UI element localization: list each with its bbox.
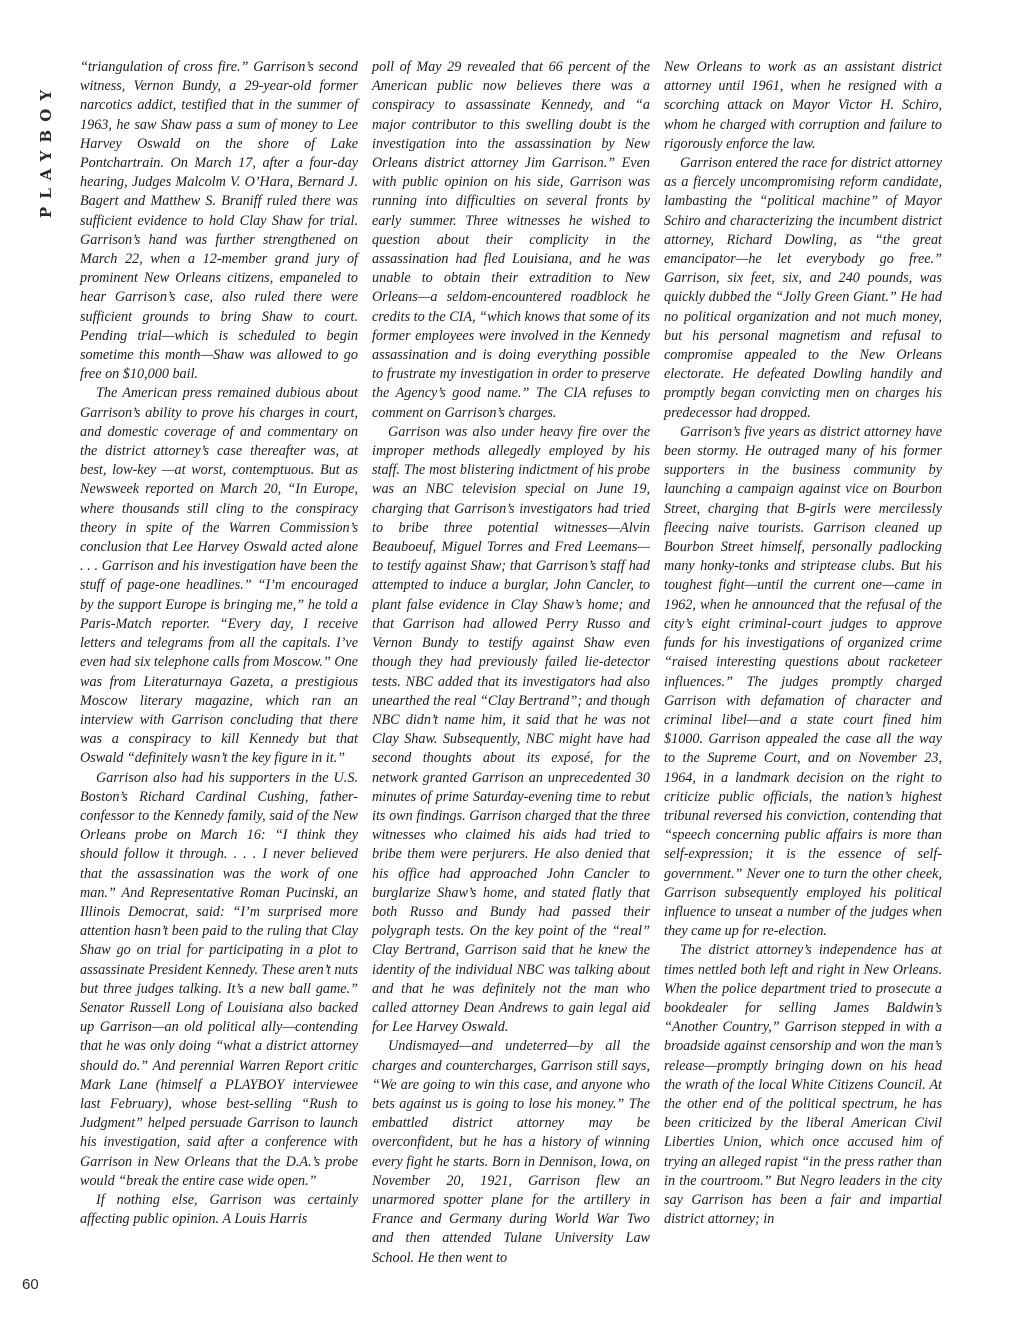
magazine-masthead bbox=[33, 60, 59, 240]
article-column-2 bbox=[372, 58, 650, 1268]
article-column-1 bbox=[80, 58, 358, 1229]
page-number: 60 bbox=[22, 1276, 39, 1293]
paragraph: Garrison entered the race for district attorney as a fiercely uncompromising reform candidate, lambasting the “political machine” of Mayor Schiro and characterizing the incumbent district attorney, Richard Dowling, as “the great emancipator—he let everybody go free.” Garrison, six feet, six, and 240 pounds, was quickly dubbed the “Jolly Green Giant.” He had no political organization and not much money, but his personal magnetism and refusal to compromise appealed to the New Orleans electorate. He defeated Dowling handily and promptly began convicting men on charges his predecessor had dropped. bbox=[664, 155, 942, 421]
paragraph: New Orleans to work as an assistant district attorney until 1961, when he resigned with a scorching attack on Mayor Victor H. Schiro, whom he charged with corruption and failure to rigorously enforce the law. bbox=[664, 59, 942, 152]
paragraph: Undismayed—and undeterred—by all the charges and countercharges, Garrison still says, “We are going to win this case, and anyone who bets against us is going to lose his money.” The embattled district attorney may be overconfident, but he has a history of winning every fight he starts. Born in Dennison, Iowa, on November 20, 1921, Garrison flew an unarmored spotter plane for the artillery in France and Germany during World War Two and then attended Tulane University Law School. He then went to bbox=[372, 1038, 650, 1266]
article-column-3 bbox=[664, 58, 942, 1229]
paragraph: The district attorney’s independence has at times nettled both left and right in New Orleans. When the police department tried to prosecute a bookdealer for selling James Baldwin’s “Another Country,” Garrison stepped in with a broadside against censorship and won the man’s release—promptly bringing down on his head the wrath of the local White Citizens Council. At the other end of the political spectrum, he has been criticized by the liberal American Civil Liberties Union, which once accused him of trying an alleged rapist “in the press rather than in the courtroom.” But Negro leaders in the city say Garrison has been a fair and impartial district attorney; in bbox=[664, 942, 942, 1228]
paragraph: Garrison also had his supporters in the U.S. Boston’s Richard Cardinal Cushing, father-confessor to the Kennedy family, said of the New Orleans probe on March 16: “I think they should follow it through. . . . I never believed that the assassination was the work of one man.” And Representative Roman Pucinski, an Illinois Democrat, said: “I’m surprised more attention hasn’t been paid to the ruling that Clay Shaw go on trial for participating in a plot to assassinate President Kennedy. These aren’t nuts but three judges talking. It’s a new ball game.” Senator Russell Long of Louisiana also backed up Garrison—an old political ally—contending that he was only doing “what a district attorney should do.” And perennial Warren Report critic Mark Lane (himself a PLAYBOY interviewee last February), whose best-selling “Rush to Judgment” helped persuade Garrison to launch his investigation, said after a conference with Garrison in New Orleans that the D.A.’s probe would “break the entire case wide open.” bbox=[80, 769, 358, 1189]
paragraph: “triangulation of cross fire.” Garrison’s second witness, Vernon Bundy, a 29-year-old former narcotics addict, testified that in the summer of 1963, he saw Shaw pass a sum of money to Lee Harvey Oswald on the shore of Lake Pontchartrain. On March 17, after a four-day hearing, Judges Malcolm V. O’Hara, Bernard J. Bagert and Matthew S. Braniff ruled there was sufficient evidence to hold Clay Shaw for trial. Garrison’s hand was further strengthened on March 22, when a 12-member grand jury of prominent New Orleans citizens, empaneled to hear Garrison’s case, also ruled there were sufficient grounds to bring Shaw to court. Pending trial—which is scheduled to begin sometime this month—Shaw was allowed to go free on $10,000 bail. bbox=[80, 59, 358, 383]
masthead-text: PLAYBOY bbox=[37, 81, 55, 219]
paragraph: If nothing else, Garrison was certainly affecting public opinion. A Louis Harris bbox=[80, 1191, 358, 1228]
paragraph: The American press remained dubious about Garrison’s ability to prove his charges in court, and domestic coverage of and commentary on the district attorney’s case thereafter was, at best, low-key —at worst, contemptuous. But as Newsweek reported on March 20, “In Europe, where thousands still cling to the conspiracy theory in spite of the Warren Commission’s conclusion that Lee Harvey Oswald acted alone . . . Garrison and his investigation have been the stuff of page-one headlines.” “I’m encouraged by the support Europe is bringing me,” he told a Paris-Match reporter. “Every day, I receive letters and telegrams from all the capitals. I’ve even had six telephone calls from Moscow.” One was from Literaturnaya Gazeta, a prestigious Moscow literary magazine, which ran an interview with Garrison concluding that there was a conspiracy to kill Kennedy but that Oswald “definitely wasn’t the key figure in it.” bbox=[80, 385, 358, 767]
paragraph: Garrison’s five years as district attorney have been stormy. He outraged many of his former supporters in the business community by launching a campaign against vice on Bourbon Street, charging that B-girls were mercilessly fleecing naive tourists. Garrison cleaned up Bourbon Street himself, personally padlocking many honky-tonks and striptease clubs. But his toughest fight—until the current one—came in 1962, when he announced that the refusal of the city’s eight criminal-court judges to approve funds for his investigations of organized crime “raised interesting questions about racketeer influences.” The judges promptly charged Garrison with defamation of character and criminal libel—and a state court fined him $1000. Garrison appealed the case all the way to the Supreme Court, and on November 23, 1964, in a landmark decision on the right to criticize public officials, the nation’s highest tribunal reversed his conviction, contending that “speech concerning public affairs is more than self-expression; it is the essence of self-government.” Never one to turn the other cheek, Garrison subsequently employed his political influence to unseat a number of the judges when they came up for re-election. bbox=[664, 423, 942, 940]
paragraph: poll of May 29 revealed that 66 percent of the American public now believes there was a conspiracy to assassinate Kennedy, and “a major contributor to this swelling doubt is the investigation into the assassination by New Orleans district attorney Jim Garrison.” Even with public opinion on his side, Garrison was running into difficulties on several fronts by early summer. Three witnesses he wished to question about their complicity in the assassination had fled Louisiana, and he was unable to obtain their extradition to New Orleans—a seldom-encountered roadblock he credits to the CIA, “which knows that some of its former employees were involved in the Kennedy assassination and is doing everything possible to frustrate my investigation in order to preserve the Agency’s good name.” The CIA refuses to comment on Garrison’s charges. bbox=[372, 59, 650, 421]
paragraph: Garrison was also under heavy fire over the improper methods allegedly employed by his staff. The most blistering indictment of his probe was an NBC television special on June 19, charging that Garrison’s investigators had tried to bribe three potential witnesses—Alvin Beauboeuf, Miguel Torres and Fred Leemans—to testify against Shaw; that Garrison’s staff had attempted to induce a burglar, John Cancler, to plant false evidence in Clay Shaw’s home; and that Garrison had allowed Perry Russo and Vernon Bundy to testify against Shaw even though they had previously failed lie-detector tests. NBC added that its investigators had also unearthed the real “Clay Bertrand”; and though NBC didn’t name him, it said that he was not Clay Shaw. Subsequently, NBC might have had second thoughts about its exposé, for the network granted Garrison an unprecedented 30 minutes of prime Saturday-evening time to rebut its own findings. Garrison charged that the three witnesses who claimed his aids had tried to bribe them were perjurers. He also denied that his office had approached John Cancler to burglarize Shaw’s home, and stated flatly that both Russo and Bundy had passed their polygraph tests. On the key point of the “real” Clay Bertrand, Garrison said that he knew the identity of the individual NBC was talking about and that he was definitely not the man who called attorney Dean Andrews to gain legal aid for Lee Harvey Oswald. bbox=[372, 423, 650, 1036]
